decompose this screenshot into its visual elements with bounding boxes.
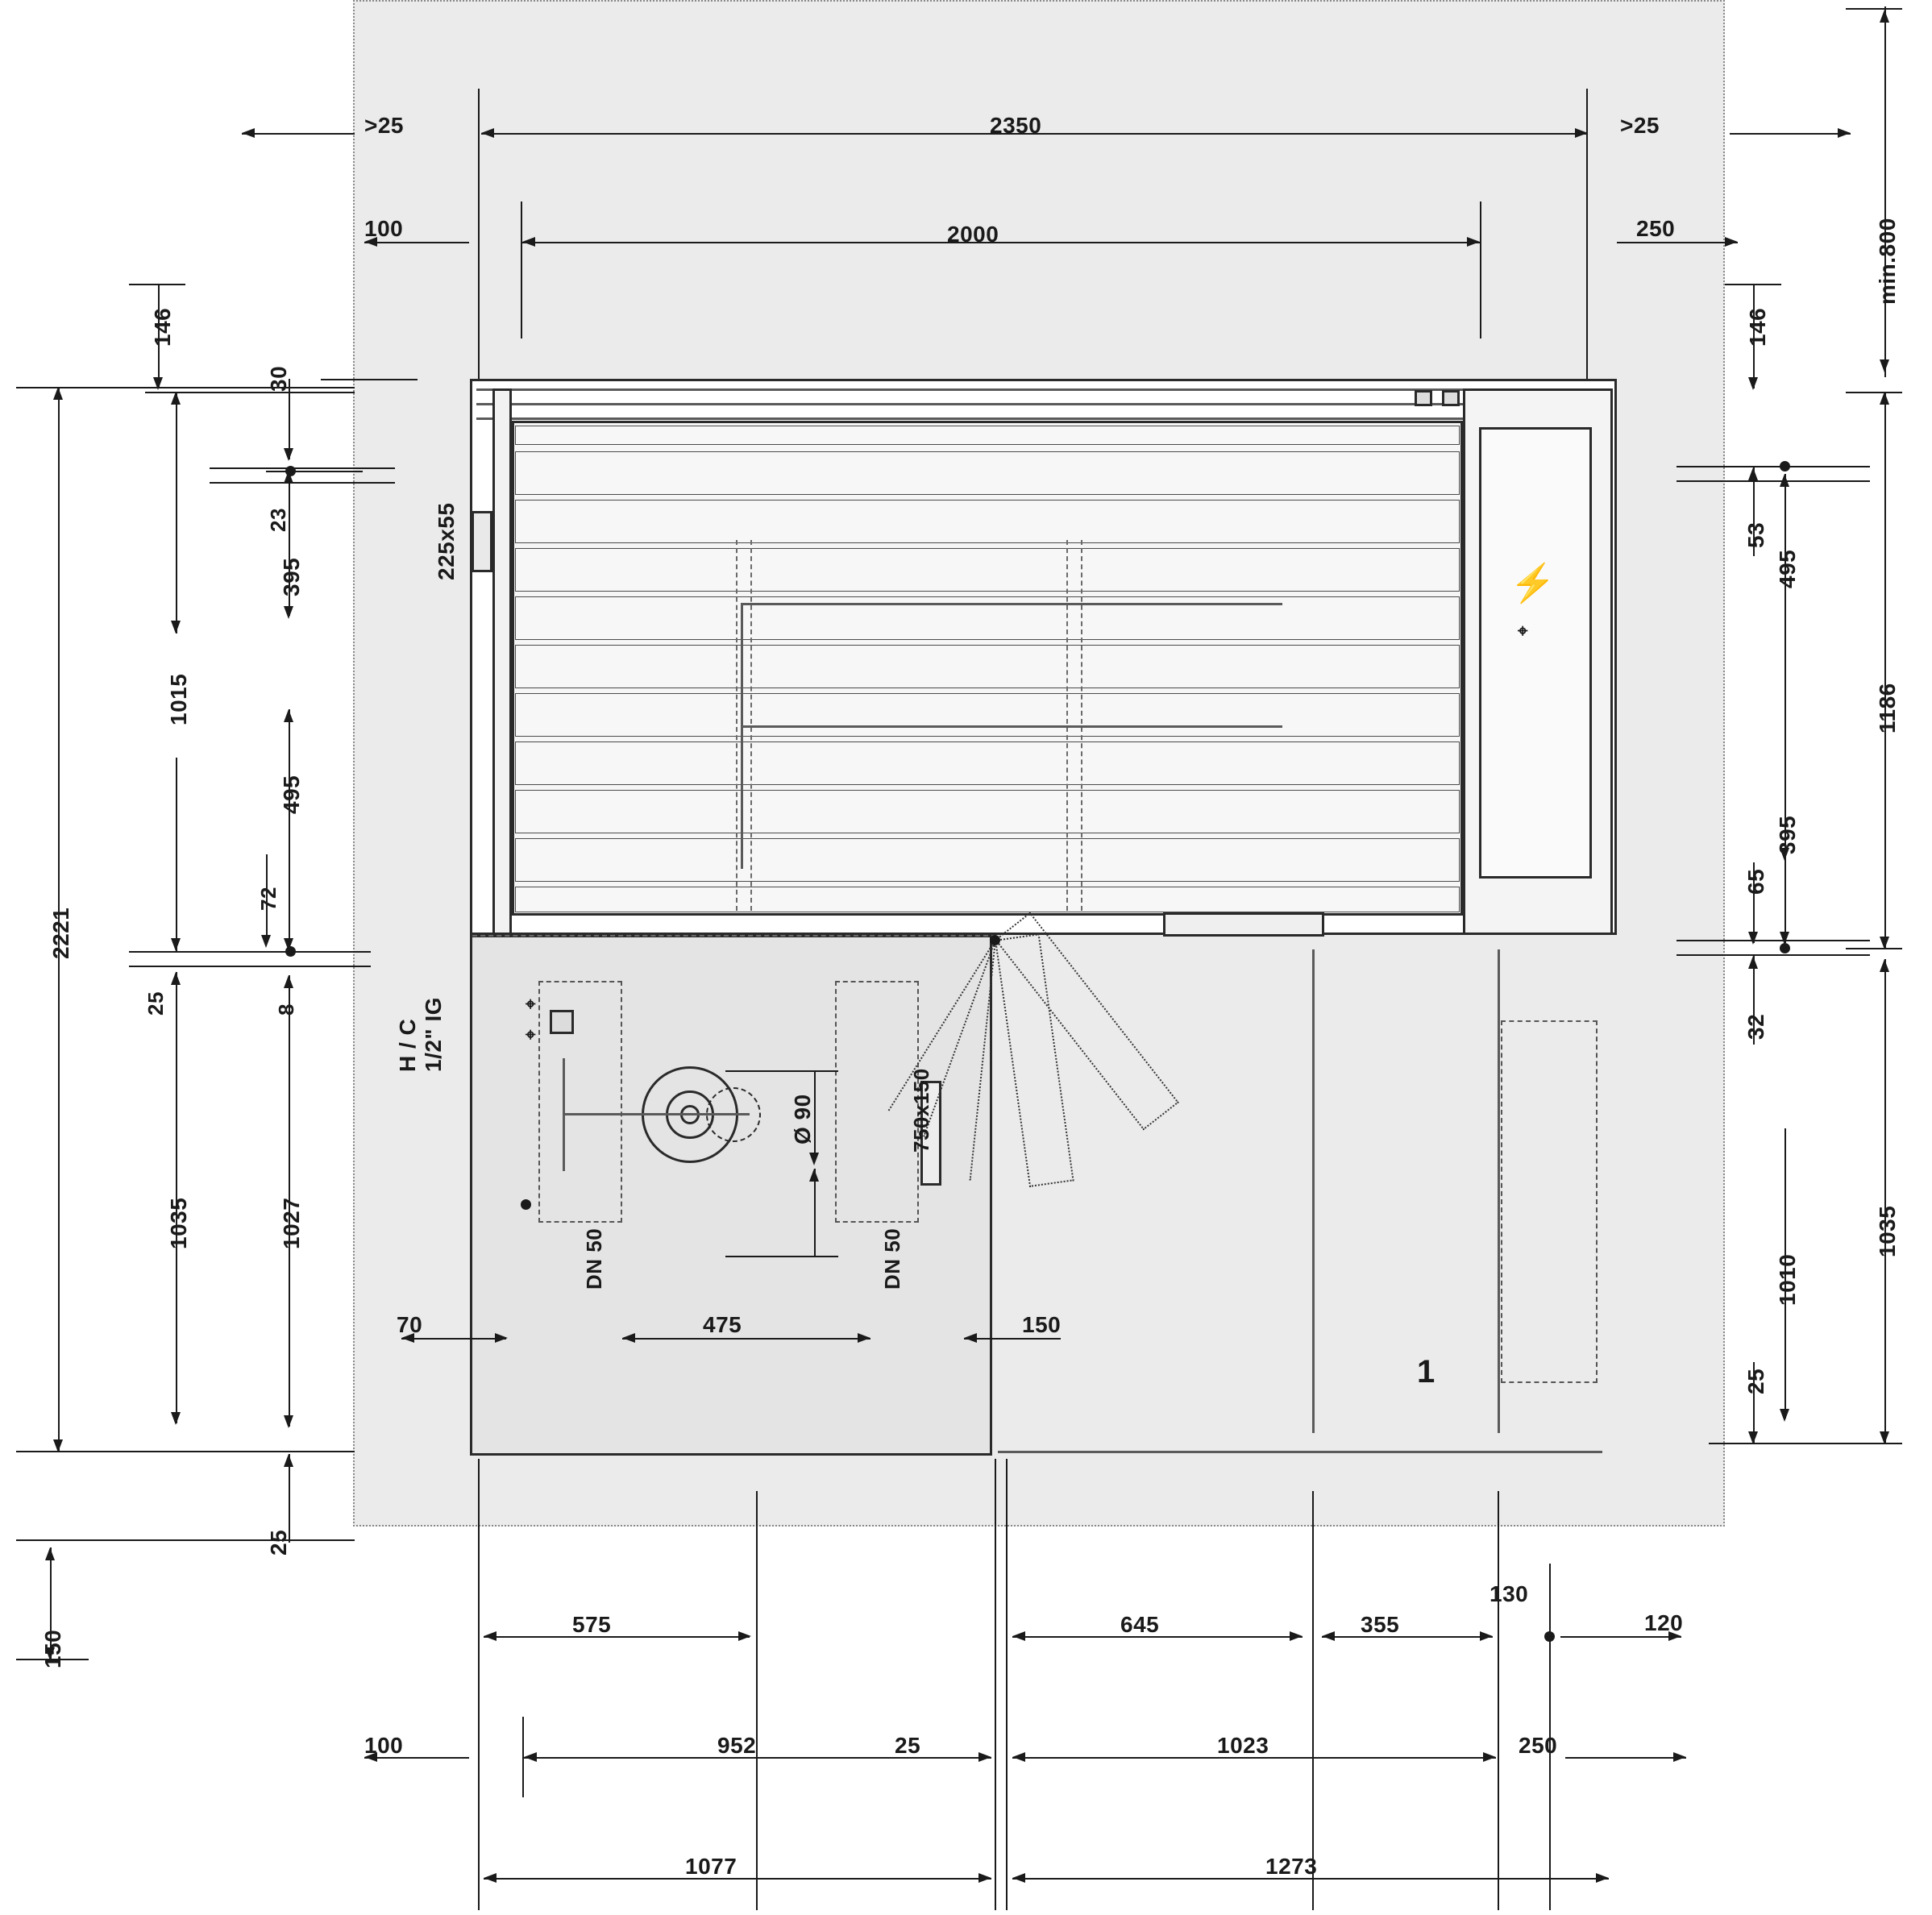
dim-952-line [524, 1757, 991, 1759]
arrowhead-146-right-down [1748, 377, 1758, 390]
arrowhead-min800-down [1880, 359, 1889, 372]
dim-395-right [1785, 766, 1786, 943]
label-1077: 1077 [685, 1854, 737, 1879]
ext-bottom-5 [1498, 1491, 1499, 1910]
ext-150-left-bottom [16, 1659, 89, 1660]
label-25-bottom: 25 [895, 1733, 921, 1758]
bench-slat [515, 838, 1460, 882]
label-1015: 1015 [166, 673, 191, 725]
dim-150-line [964, 1338, 1061, 1340]
bench-slat [515, 500, 1460, 543]
label-dn50-right: DN 50 [880, 1228, 904, 1290]
arrowhead-1077-left [484, 1873, 497, 1883]
arrowhead-1015-up [171, 392, 181, 405]
bench-slat [515, 645, 1460, 688]
ext-952-left [522, 1717, 524, 1797]
dim-250-bottom-line [1565, 1757, 1686, 1759]
door-pivot-dot [990, 935, 1000, 945]
cabin-left-mullion [492, 388, 512, 935]
arrowhead-d90-down [809, 1153, 819, 1165]
arrowhead-65-down [1748, 932, 1758, 945]
arrowhead-30-down [284, 448, 293, 461]
label-146-right: 146 [1745, 307, 1770, 347]
corner-fitting [1442, 390, 1460, 406]
arrowhead-355-right [1480, 1631, 1493, 1641]
bench-slat [515, 426, 1460, 445]
label-146-left: 146 [150, 307, 175, 347]
arrowhead-575-right [738, 1631, 751, 1641]
ext-25-bl [16, 1539, 355, 1541]
arrowhead-952-right [978, 1752, 991, 1762]
ext-146-right-top [1725, 284, 1781, 285]
ext-tick-min800-top [1846, 8, 1902, 10]
arrowhead-645-right [1290, 1631, 1303, 1641]
arrowhead-150-left-up [45, 1547, 55, 1560]
ext-2350-left [478, 89, 480, 419]
ext-d90-top [725, 1070, 838, 1072]
construction-line-v2 [1498, 949, 1500, 1433]
bench-side-edge [741, 603, 743, 869]
tray-dashed-top [472, 935, 996, 937]
arrowhead-475-right [858, 1333, 870, 1343]
ext-2350-right [1586, 89, 1588, 419]
label-495-right: 495 [1775, 549, 1800, 588]
label-2000: 2000 [947, 222, 999, 247]
label-25-right: 25 [1743, 1368, 1768, 1394]
cabin-rail-1 [476, 388, 1610, 391]
arrowhead-1035-right-up [1880, 959, 1889, 972]
arrowhead-1023-left [1012, 1752, 1025, 1762]
dim-1035-right [1884, 959, 1886, 1443]
arrowhead-2221-up [53, 387, 63, 400]
arrowhead-1023-right [1483, 1752, 1496, 1762]
bench-slat [515, 548, 1460, 592]
drain-axis-line [564, 1113, 750, 1115]
label-2350: 2350 [990, 113, 1042, 138]
arrowhead-1273-right [1596, 1873, 1609, 1883]
label-gt25-left: >25 [364, 113, 404, 138]
ext-d90-bottom [725, 1256, 838, 1257]
wall-opening-225x55 [472, 511, 492, 572]
label-495-left: 495 [279, 775, 304, 814]
arrowhead-1027-down [284, 1415, 293, 1428]
dim-1015 [176, 392, 177, 633]
cabin-rail-3 [476, 417, 1610, 420]
arrowhead-395-left-down [284, 606, 293, 619]
cabin-rail-2 [476, 403, 1610, 405]
arrowhead-250-bottom-right [1673, 1752, 1686, 1762]
label-23: 23 [266, 508, 290, 532]
label-25-bottom-left: 25 [266, 1529, 291, 1556]
arrowhead-1186-up [1880, 392, 1889, 405]
dim-70-line [401, 1338, 506, 1340]
arrowhead-1035-left-up [171, 972, 181, 985]
label-53: 53 [1743, 521, 1768, 548]
bench-back-edge [741, 603, 1282, 605]
dim-575-line [484, 1636, 750, 1638]
label-395-left: 395 [279, 557, 304, 596]
arrowhead-1027-up [284, 975, 293, 988]
arrowhead-gt25-left [242, 128, 255, 138]
label-750x150: 750x150 [909, 1068, 933, 1153]
label-645: 645 [1120, 1612, 1160, 1637]
ext-2000-left [521, 201, 522, 339]
label-355: 355 [1361, 1612, 1400, 1637]
label-70: 70 [397, 1312, 423, 1337]
drain-recess-right [835, 981, 919, 1223]
label-1186: 1186 [1875, 683, 1900, 733]
label-30: 30 [266, 365, 291, 392]
arrowhead-1035-left-down [171, 1412, 181, 1425]
arrowhead-1077-right [978, 1873, 991, 1883]
label-1023: 1023 [1217, 1733, 1269, 1758]
label-100-top: 100 [364, 216, 404, 241]
dim-130-dot [1544, 1631, 1555, 1642]
dim-475-line [622, 1338, 870, 1340]
label-25-mid: 25 [143, 991, 168, 1016]
dim-min800 [1884, 10, 1886, 372]
cabin-glass-inner [1479, 427, 1592, 879]
arrowhead-2000-left [522, 237, 535, 247]
label-1010: 1010 [1775, 1253, 1800, 1306]
label-dn50-left: DN 50 [582, 1228, 606, 1290]
dim-gt25-right-line [1730, 133, 1851, 135]
ext-2221-top [16, 387, 355, 388]
arrowhead-1273-left [1012, 1873, 1025, 1883]
arrowhead-1015-down2 [171, 938, 181, 951]
ext-bottom-3 [995, 1459, 996, 1910]
arrowhead-250-top-right [1725, 237, 1738, 247]
label-32: 32 [1743, 1013, 1768, 1040]
arrowhead-70-right [495, 1333, 508, 1343]
label-8: 8 [274, 1003, 298, 1016]
shower-tray [470, 935, 992, 1456]
label-120: 120 [1644, 1610, 1684, 1635]
arrowhead-25-bl-up [284, 1454, 293, 1467]
arrowhead-645-left [1012, 1631, 1025, 1641]
dim-1186 [1884, 392, 1886, 948]
label-1027: 1027 [279, 1197, 304, 1249]
label-150-tray: 150 [1022, 1312, 1062, 1337]
label-min800: min.800 [1875, 218, 1900, 305]
arrowhead-d90-up [809, 1169, 819, 1182]
arrowhead-gt25-right [1838, 128, 1851, 138]
hidden-support-line [736, 540, 737, 911]
ext-bottom-3b [1006, 1459, 1008, 1910]
dim-d90-leader [814, 1072, 816, 1161]
dim-1015-lower [176, 758, 177, 951]
supply-riser [563, 1058, 565, 1171]
dim-355-line [1322, 1636, 1493, 1638]
ext-mid-left-2 [129, 966, 371, 967]
arrowhead-150-left [964, 1333, 977, 1343]
label-gt25-right: >25 [1620, 113, 1660, 138]
ext-upper-left-1 [210, 467, 395, 469]
label-250-top: 250 [1636, 216, 1676, 241]
label-250-bottom: 250 [1519, 1733, 1558, 1758]
bench-slat [515, 741, 1460, 785]
bench-slat [515, 790, 1460, 833]
arrowhead-355-left [1322, 1631, 1335, 1641]
dim-gt25-left-line [242, 133, 355, 135]
dim-d90-leader2 [814, 1169, 816, 1257]
ext-upper-left-2 [210, 482, 395, 484]
arrowhead-1015-down [171, 621, 181, 633]
label-1035-left: 1035 [166, 1197, 191, 1249]
ext-bottom-1 [478, 1459, 480, 1910]
label-150-left: 150 [40, 1629, 65, 1668]
ext-right-mid-1 [1676, 940, 1870, 941]
arrowhead-575-left [484, 1631, 497, 1641]
bench-front-edge [741, 725, 1282, 728]
cabin-front-rail [1163, 912, 1324, 937]
arrowhead-72-down [261, 935, 271, 948]
ext-495-right-top-2 [1676, 480, 1870, 482]
valve-cross-icon: ⌖ [526, 1024, 536, 1045]
callout-1: 1 [1417, 1354, 1435, 1390]
dim-250-top-line [1617, 242, 1738, 243]
ext-bottom-2 [756, 1491, 758, 1910]
ext-2000-right [1480, 201, 1481, 339]
ext-1186-bottom [1846, 948, 1902, 949]
dim-120-line [1560, 1636, 1681, 1638]
label-water-thread: 1/2" IG [421, 996, 446, 1072]
ext-1015-top [145, 392, 355, 393]
dim-72 [266, 854, 268, 943]
supply-fitting [550, 1010, 574, 1034]
valve-cross-icon: ⌖ [526, 994, 536, 1014]
label-100-bottom: 100 [364, 1733, 404, 1758]
arrowhead-495-left-up [284, 709, 293, 722]
ext-1186-top [1846, 392, 1902, 393]
ext-1027-bottom [145, 1451, 355, 1452]
label-72: 72 [256, 887, 280, 911]
label-395-right: 395 [1775, 815, 1800, 854]
right-mid-dot [1780, 943, 1790, 953]
ext-right-bottom [1709, 1443, 1902, 1444]
arrowhead-53-up [1748, 467, 1758, 480]
ext-395-left-top [266, 471, 363, 472]
label-1035-right: 1035 [1875, 1205, 1900, 1257]
dim-495-left [289, 709, 290, 951]
arrowhead-32-up [1748, 956, 1758, 969]
arrowhead-2000-right [1467, 237, 1480, 247]
ext-mid-left-1 [129, 951, 371, 953]
arrowhead-min800-up [1880, 10, 1889, 23]
dim-100-top-line [364, 242, 469, 243]
ext-bottom-4 [1312, 1491, 1314, 1910]
label-130: 130 [1490, 1581, 1529, 1606]
construction-line-v1 [1312, 949, 1315, 1433]
dim-1077-line [484, 1878, 991, 1880]
valve-cross-icon: ⌖ [1518, 621, 1528, 641]
mid-left-dot [285, 946, 296, 957]
dim-2000 [522, 242, 1480, 243]
ext-146-left-top [129, 284, 185, 285]
label-2221: 2221 [48, 907, 73, 959]
ext-30-top [321, 379, 418, 380]
siphon-recess-dashed [1501, 1020, 1598, 1383]
label-65: 65 [1743, 868, 1768, 895]
arrowhead-1010-down [1780, 1409, 1789, 1422]
bench-slat [515, 451, 1460, 495]
bench-slat [515, 887, 1460, 912]
arrowhead-475-left [622, 1333, 635, 1343]
label-575: 575 [572, 1612, 612, 1637]
bench-slat [515, 693, 1460, 737]
label-water-supply: H / C [395, 1018, 420, 1072]
dim-origin-dot [521, 1199, 531, 1210]
arrowhead-952-left [524, 1752, 537, 1762]
right-upper-dot [1780, 461, 1790, 471]
corner-fitting [1415, 390, 1432, 406]
label-1273: 1273 [1265, 1854, 1318, 1879]
lightning-bolt-icon: ⚡ [1510, 562, 1556, 604]
arrowhead-2350-left [481, 128, 494, 138]
label-475: 475 [703, 1312, 742, 1337]
label-diameter-90: Ø 90 [790, 1094, 815, 1144]
ext-right-mid-2 [1676, 954, 1870, 956]
label-952: 952 [717, 1733, 757, 1758]
ext-495-right-top-1 [1676, 466, 1870, 467]
label-225x55: 225x55 [434, 502, 459, 580]
construction-line-h1 [998, 1451, 1602, 1453]
